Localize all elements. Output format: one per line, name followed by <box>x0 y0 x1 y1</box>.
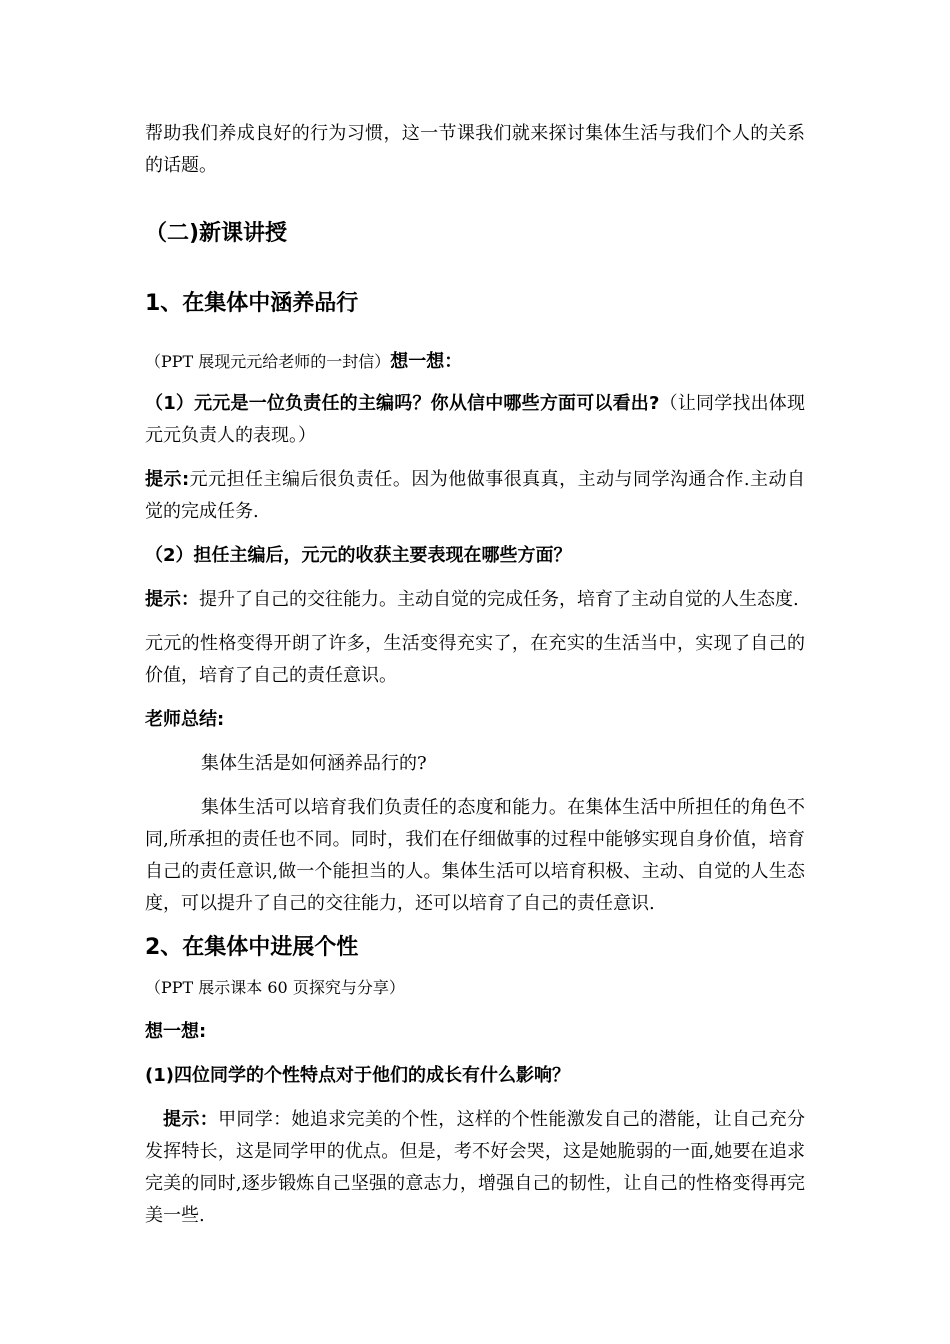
question-1-note: （让同学找出体现元元负责人的表现。） <box>145 393 805 446</box>
intro-paragraph: 帮助我们养成良好的行为习惯，这一节课我们就来探讨集体生活与我们个人的关系的话题。 <box>145 123 805 176</box>
part2-hint-text: 甲同学：她追求完美的个性，这样的个性能激发自己的潜能，让自己充分发挥特长，这是同学甲的优点。但是，考不好会哭，这是她脆弱的一面,她要在追求完美的同时,逐步锻炼自己坚强的意志力，增强自己的韧性，让自己的性格变得再完美一些. <box>145 1109 806 1226</box>
part1-title: 1、在集体中涵养品行 <box>145 291 359 316</box>
summary-label: 老师总结: <box>145 709 225 730</box>
hint-2-text: 提升了自己的交往能力。主动自觉的完成任务，培育了主动自觉的人生态度. <box>199 589 799 610</box>
part2-ppt-note-text: （PPT 展示课本 60 页探究与分享） <box>145 978 405 997</box>
part2-hint <box>145 1104 805 1232</box>
think-label: 想一想： <box>390 351 463 372</box>
ppt-note-text: （PPT 展现元元给老师的一封信） <box>145 352 391 371</box>
question-1 <box>145 388 805 452</box>
part2-title: 2、在集体中进展个性 <box>145 935 359 960</box>
hint-1 <box>145 464 805 528</box>
hint-2 <box>145 584 805 616</box>
hint-2-label: 提示： <box>145 589 199 610</box>
part2-think-label: 想一想: <box>145 1021 207 1042</box>
hint-1-text: 元元担任主编后很负责任。因为他做事很真真，主动与同学沟通合作.主动自觉的完成任务. <box>145 469 806 522</box>
result-paragraph: 元元的性格变得开朗了许多，生活变得充实了，在充实的生活当中，实现了自己的价值，培育了自己的责任意识。 <box>145 633 805 686</box>
question-2: （2）担任主编后，元元的收获主要表现在哪些方面？ <box>145 545 572 566</box>
part2-question-1: (1)四位同学的个性特点对于他们的成长有什么影响？ <box>145 1065 570 1086</box>
document-page <box>145 118 805 1232</box>
part2-hint-label: 提示： <box>163 1109 219 1130</box>
part2-ppt-note <box>145 972 805 1004</box>
section-title: （二)新课讲授 <box>145 221 288 246</box>
part1-ppt-note <box>145 346 805 378</box>
summary-question: 集体生活是如何涵养品行的? <box>201 753 427 774</box>
question-1-bold: （1）元元是一位负责任的主编吗？你从信中哪些方面可以看出? <box>145 393 660 414</box>
summary-text: 集体生活可以培育我们负责任的态度和能力。在集体生活中所担任的角色不同,所承担的责任也不同。同时，我们在仔细做事的过程中能够实现自身价值，培育自己的责任意识,做一个能担当的人。集体生活可以培育积极、主动、自觉的人生态度，可以提升了自己的交往能力，还可以培育了自己的责任意识. <box>145 797 805 914</box>
hint-1-label: 提示: <box>145 469 190 490</box>
